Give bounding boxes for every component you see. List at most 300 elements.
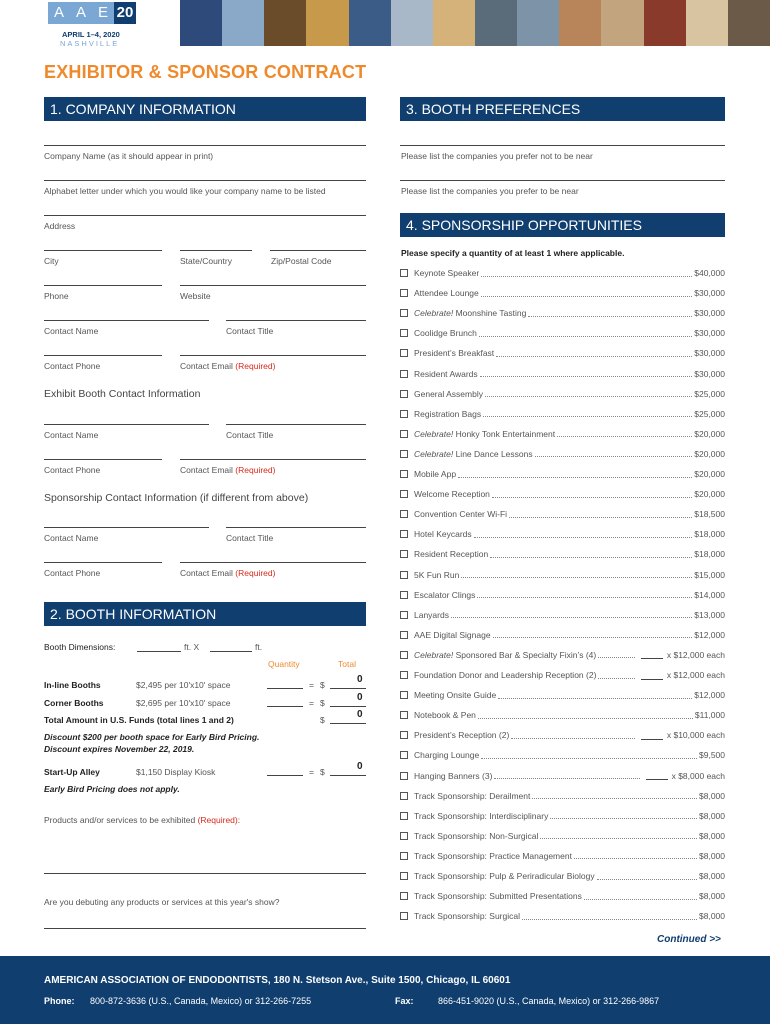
sponsorship-name: [414, 369, 478, 379]
required-marker: (Required): [235, 361, 276, 371]
sponsorship-name-text: Welcome Reception: [414, 489, 490, 500]
leader-dots: [483, 410, 692, 417]
sponsorship-item: [400, 448, 725, 460]
banner-photo: [222, 0, 264, 46]
startup-quantity-field[interactable]: [267, 775, 303, 776]
sponsorship-item: [400, 428, 725, 440]
sponsor-contact-title-field[interactable]: [226, 527, 366, 528]
near-label: Please list the companies you prefer to be near: [401, 186, 579, 196]
section-sponsorship-opportunities: 4. SPONSORSHIP OPPORTUNITIES: [400, 213, 725, 237]
quantity-header: Quantity: [268, 659, 300, 669]
sponsorship-name: [414, 549, 488, 559]
photo-banner: [180, 0, 770, 46]
sponsorship-checkbox[interactable]: [400, 892, 408, 900]
products-field[interactable]: [44, 873, 366, 874]
sponsorship-name-text: Hanging Banners (3): [414, 770, 493, 781]
sponsorship-name-text: Notebook & Pen: [414, 710, 476, 721]
sponsorship-checkbox[interactable]: [400, 349, 408, 357]
sponsorship-price: x $8,000 each: [671, 770, 725, 781]
sponsorship-checkbox[interactable]: [400, 410, 408, 418]
sponsorship-checkbox[interactable]: [400, 751, 408, 759]
sponsorship-name: [414, 348, 494, 358]
contact-title-label: Contact Title: [226, 326, 274, 336]
sponsorship-item: [400, 689, 725, 701]
banner-photo: [180, 0, 222, 46]
footer-fax-label: Fax:: [395, 996, 414, 1006]
leader-dots: [480, 370, 693, 377]
city-field[interactable]: [44, 250, 162, 251]
sponsorship-item: [400, 810, 725, 822]
sponsorship-name: [414, 750, 479, 760]
leader-dots: [477, 591, 692, 598]
continued-link[interactable]: Continued >>: [657, 934, 721, 945]
logo-letter: E: [92, 2, 114, 24]
sponsorship-price: $12,000: [694, 690, 725, 701]
sponsorship-item: [400, 488, 725, 500]
sponsorship-checkbox[interactable]: [400, 852, 408, 860]
sponsorship-item: [400, 388, 725, 400]
banner-photo: [433, 0, 475, 46]
sponsorship-name: [414, 469, 456, 479]
near-field[interactable]: [400, 180, 725, 181]
booth-contact-phone-field[interactable]: [44, 459, 162, 460]
sponsorship-item: [400, 589, 725, 601]
sponsorship-item: [400, 749, 725, 761]
sponsorship-item: [400, 770, 725, 782]
company-name-field[interactable]: [44, 145, 366, 146]
booth-contact-name-field[interactable]: [44, 424, 209, 425]
logo-letter: A: [48, 2, 70, 24]
logo-year: 20: [114, 2, 136, 24]
sponsorship-name: [414, 670, 596, 680]
sponsor-contact-phone-field[interactable]: [44, 562, 162, 563]
sponsor-contact-phone-label: Contact Phone: [44, 568, 101, 578]
inline-total-field[interactable]: [330, 688, 366, 689]
sponsorship-price: $15,000: [694, 569, 725, 580]
sponsorship-name-text: Foundation Donor and Leadership Reception (2): [414, 670, 597, 680]
banner-photo: [391, 0, 433, 46]
sponsorship-checkbox[interactable]: [400, 772, 408, 780]
sponsorship-quantity-field[interactable]: [646, 771, 668, 780]
sponsorship-name: [414, 710, 476, 720]
sponsorship-name: [414, 911, 520, 921]
sponsorship-checkbox[interactable]: [400, 671, 408, 679]
sponsor-contact-email-field[interactable]: [180, 562, 366, 563]
sponsorship-checkbox[interactable]: [400, 571, 408, 579]
dollar-sign: $: [320, 767, 325, 777]
inline-total-value: 0: [357, 674, 363, 685]
exhibit-booth-contact-heading: Exhibit Booth Contact Information: [44, 388, 201, 400]
sponsorship-item: [400, 368, 725, 380]
debuting-field[interactable]: [44, 928, 366, 929]
page-title: EXHIBITOR & SPONSOR CONTRACT: [44, 62, 367, 82]
sponsorship-name-text: Track Sponsorship: Surgical: [414, 911, 520, 922]
sponsorship-checkbox[interactable]: [400, 691, 408, 699]
sponsorship-name-text: Sponsored Bar & Specialty Fixin’s (4): [453, 649, 597, 660]
sponsorship-name: [414, 650, 596, 660]
inline-quantity-field[interactable]: [267, 688, 303, 689]
not-near-field[interactable]: [400, 145, 725, 146]
sponsorship-item: [400, 729, 725, 741]
sponsorship-name: [414, 630, 491, 640]
discount-note-line1: Discount $200 per booth space for Early Bird Pricing.: [44, 732, 260, 742]
leader-dots: [598, 672, 634, 679]
sponsorship-name: [414, 811, 548, 821]
sponsorship-checkbox[interactable]: [400, 309, 408, 317]
sponsorship-name-text: Moonshine Tasting: [453, 308, 527, 319]
sponsorship-checkbox[interactable]: [400, 530, 408, 538]
banner-photo: [475, 0, 517, 46]
sponsorship-price: $25,000: [694, 388, 725, 399]
booth-dimensions-label: Booth Dimensions:: [44, 642, 116, 652]
sponsorship-checkbox[interactable]: [400, 289, 408, 297]
leader-dots: [509, 511, 692, 518]
banner-photo: [264, 0, 306, 46]
contact-phone-field[interactable]: [44, 355, 162, 356]
leader-dots: [584, 893, 697, 900]
sponsorship-name-text: Line Dance Lessons: [453, 448, 533, 459]
sponsorship-name-text: Keynote Speaker: [414, 268, 480, 278]
sponsorship-name-text: Track Sponsorship: Interdisciplinary: [414, 810, 549, 821]
booth-contact-phone-label: Contact Phone: [44, 465, 101, 475]
leader-dots: [458, 471, 692, 478]
sponsorship-checkbox[interactable]: [400, 651, 408, 659]
corner-total-field[interactable]: [330, 706, 366, 707]
equals-sign: =: [309, 698, 314, 708]
leader-dots: [451, 611, 692, 618]
sponsorship-name: [414, 449, 533, 459]
sponsorship-name: [414, 288, 479, 298]
ft-label: ft.: [255, 642, 263, 652]
contact-email-field[interactable]: [180, 355, 366, 356]
phone-label: Phone: [44, 291, 69, 301]
leader-dots: [574, 852, 697, 859]
inline-booths-label: In-line Booths: [44, 680, 101, 690]
banner-photo: [349, 0, 391, 46]
leader-dots: [597, 873, 697, 880]
sponsorship-name-text: 5K Fun Run: [414, 569, 460, 580]
dollar-sign: $: [320, 715, 325, 725]
dollar-sign: $: [320, 698, 325, 708]
sponsorship-price: $8,000: [699, 830, 725, 841]
sponsorship-name: [414, 328, 477, 338]
sponsorship-item: [400, 267, 725, 279]
total-amount-value: 0: [357, 709, 363, 720]
sponsorship-name: [414, 509, 507, 519]
sponsorship-checkbox[interactable]: [400, 490, 408, 498]
section-booth-information: 2. BOOTH INFORMATION: [44, 602, 366, 626]
celebrate-prefix: Celebrate!: [414, 308, 454, 319]
sponsorship-name-text: Resident Awards: [414, 368, 478, 379]
sponsorship-price: $8,000: [699, 850, 725, 861]
sponsorship-item: [400, 287, 725, 299]
sponsorship-name-text: Meeting Onsite Guide: [414, 690, 497, 701]
sponsorship-checkbox[interactable]: [400, 812, 408, 820]
booth-width-field[interactable]: [137, 651, 181, 652]
sponsorship-price: $8,000: [699, 911, 725, 922]
sponsorship-name: [414, 570, 459, 580]
booth-contact-title-field[interactable]: [226, 424, 366, 425]
sponsorship-checkbox[interactable]: [400, 731, 408, 739]
address-field[interactable]: [44, 215, 366, 216]
sponsorship-checkbox[interactable]: [400, 832, 408, 840]
booth-contact-email-label: Contact Email (Required): [180, 465, 276, 475]
sponsorship-price: $8,000: [699, 790, 725, 801]
sponsorship-name: [414, 429, 555, 439]
sponsorship-price: $11,000: [694, 710, 725, 721]
sponsorship-checkbox[interactable]: [400, 430, 408, 438]
address-label: Address: [44, 221, 76, 231]
sponsorship-name-text: Track Sponsorship: Derailment: [414, 790, 531, 801]
footer-fax: 866-451-9020 (U.S., Canada, Mexico) or 312-266-9867: [438, 996, 660, 1006]
sponsorship-quantity-field[interactable]: [641, 731, 663, 740]
sponsorship-name: [414, 891, 582, 901]
sponsorship-checkbox[interactable]: [400, 872, 408, 880]
banner-photo: [306, 0, 348, 46]
sponsorship-price: $18,500: [694, 509, 725, 520]
sponsorship-price: x $12,000 each: [666, 670, 725, 680]
state-field[interactable]: [180, 250, 252, 251]
leader-dots: [478, 712, 693, 719]
sponsorship-name-text: Track Sponsorship: Non-Surgical: [414, 830, 539, 841]
company-name-label: Company Name (as it should appear in print): [44, 151, 214, 161]
required-marker: (Required): [235, 568, 276, 578]
leader-dots: [490, 551, 692, 558]
sponsorship-checkbox[interactable]: [400, 370, 408, 378]
sponsorship-checkbox[interactable]: [400, 711, 408, 719]
sponsorship-checkbox[interactable]: [400, 792, 408, 800]
leader-dots: [496, 350, 692, 357]
sponsorship-price: $8,000: [699, 871, 725, 881]
sponsorship-item: [400, 850, 725, 862]
leader-dots: [479, 330, 692, 337]
sponsorship-price: $18,000: [694, 549, 725, 560]
corner-booths-label: Corner Booths: [44, 698, 104, 708]
sponsorship-checkbox[interactable]: [400, 470, 408, 478]
sponsorship-item: [400, 569, 725, 581]
sponsorship-item: [400, 830, 725, 842]
sponsorship-name: [414, 308, 526, 318]
sponsorship-name: [414, 871, 595, 881]
leader-dots: [485, 390, 692, 397]
sponsorship-name-text: President’s Reception (2): [414, 730, 510, 741]
sponsorship-item: [400, 890, 725, 902]
contact-name-field[interactable]: [44, 320, 209, 321]
sponsorship-name-text: Convention Center Wi-Fi: [414, 509, 508, 520]
sponsorship-checkbox[interactable]: [400, 269, 408, 277]
sponsorship-item: [400, 790, 725, 802]
footer-address: AMERICAN ASSOCIATION OF ENDODONTISTS, 180 N. Stetson Ave., Suite 1500, Chicago, IL 60601: [44, 975, 511, 986]
event-city: NASHVILLE: [60, 39, 120, 48]
sponsorship-name: [414, 590, 475, 600]
no-early-bird-note: Early Bird Pricing does not apply.: [44, 784, 180, 794]
booth-contact-email-field[interactable]: [180, 459, 366, 460]
leader-dots: [540, 832, 697, 839]
sponsorship-checkbox[interactable]: [400, 611, 408, 619]
sponsorship-item: [400, 649, 725, 661]
sponsorship-item: [400, 870, 725, 882]
required-marker: (Required): [197, 815, 238, 825]
sponsorship-checkbox[interactable]: [400, 450, 408, 458]
sponsorship-name-text: Escalator Clings: [414, 589, 476, 600]
sponsorship-price: $12,000: [694, 629, 725, 640]
contact-name-label: Contact Name: [44, 326, 99, 336]
leader-dots: [498, 692, 692, 699]
banner-photo: [559, 0, 601, 46]
sponsorship-name-text: Hotel Keycards: [414, 529, 472, 540]
startup-total-value: 0: [357, 761, 363, 772]
sponsorship-item: [400, 910, 725, 922]
sponsorship-quantity-field[interactable]: [641, 671, 663, 680]
total-header: Total: [338, 659, 356, 669]
total-amount-field[interactable]: [330, 723, 366, 724]
sponsorship-name: [414, 831, 538, 841]
total-amount-label: Total Amount in U.S. Funds (total lines 1 and 2): [44, 715, 234, 725]
banner-photo: [644, 0, 686, 46]
leader-dots: [528, 310, 692, 317]
celebrate-prefix: Celebrate!: [414, 428, 454, 439]
debuting-label: Are you debuting any products or services at this year's show?: [44, 897, 280, 907]
sponsorship-name: [414, 409, 481, 419]
sponsorship-item: [400, 408, 725, 420]
sponsorship-price: $9,500: [699, 750, 725, 761]
sponsorship-checkbox[interactable]: [400, 631, 408, 639]
sponsorship-quantity-field[interactable]: [641, 650, 663, 659]
sponsorship-checkbox[interactable]: [400, 329, 408, 337]
equals-sign: =: [309, 767, 314, 777]
sponsorship-item: [400, 709, 725, 721]
sponsor-contact-name-field[interactable]: [44, 527, 209, 528]
section-company-information: 1. COMPANY INFORMATION: [44, 97, 366, 121]
sponsorship-name-text: AAE Digital Signage: [414, 629, 491, 640]
banner-photo: [686, 0, 728, 46]
sponsorship-name: [414, 730, 509, 740]
sponsorship-name-text: Honky Tonk Entertainment: [453, 428, 556, 439]
leader-dots: [522, 913, 697, 920]
sponsorship-name-text: Track Sponsorship: Practice Management: [414, 850, 572, 861]
sponsorship-price: $30,000: [694, 308, 725, 319]
sponsorship-name-text: Lanyards: [414, 609, 449, 620]
sponsorship-name: [414, 771, 492, 781]
leader-dots: [492, 491, 692, 498]
sponsorship-price: $8,000: [699, 810, 725, 821]
leader-dots: [535, 450, 693, 457]
sponsorship-name-text: Registration Bags: [414, 408, 482, 419]
sponsorship-price: $20,000: [694, 448, 725, 459]
phone-field[interactable]: [44, 285, 162, 286]
sponsorship-name: [414, 489, 490, 499]
sponsorship-price: $8,000: [699, 891, 725, 902]
sponsorship-price: $40,000: [694, 268, 725, 278]
booth-depth-field[interactable]: [210, 651, 252, 652]
footer-phone-label: Phone:: [44, 996, 75, 1006]
sponsorship-name: [414, 610, 449, 620]
sponsorship-item: [400, 629, 725, 641]
sponsorship-checkbox[interactable]: [400, 510, 408, 518]
sponsorship-price: $30,000: [694, 288, 725, 299]
startup-total-field[interactable]: [330, 775, 366, 776]
leader-dots: [481, 752, 697, 759]
sponsorship-checkbox[interactable]: [400, 550, 408, 558]
celebrate-prefix: Celebrate!: [414, 649, 454, 660]
sponsorship-price: $30,000: [694, 328, 725, 339]
celebrate-prefix: Celebrate!: [414, 448, 454, 459]
section-booth-preferences: 3. BOOTH PREFERENCES: [400, 97, 725, 121]
sponsorship-item: [400, 508, 725, 520]
sponsorship-checkbox[interactable]: [400, 912, 408, 920]
leader-dots: [474, 531, 693, 538]
sponsorship-name: [414, 529, 472, 539]
sponsor-contact-title-label: Contact Title: [226, 533, 274, 543]
sponsorship-name-text: Track Sponsorship: Submitted Presentations: [414, 891, 582, 902]
contact-phone-label: Contact Phone: [44, 361, 101, 371]
sponsorship-item: [400, 609, 725, 621]
sponsorship-checkbox[interactable]: [400, 390, 408, 398]
required-marker: (Required): [235, 465, 276, 475]
sponsorship-name-text: Resident Reception: [414, 549, 489, 560]
sponsorship-price: $25,000: [694, 408, 725, 419]
leader-dots: [532, 792, 697, 799]
sponsor-contact-name-label: Contact Name: [44, 533, 99, 543]
sponsorship-item: [400, 468, 725, 480]
state-label: State/Country: [180, 256, 232, 266]
sponsorship-name-text: Mobile App: [414, 469, 457, 479]
sponsorship-name-text: Coolidge Brunch: [414, 328, 477, 339]
website-field[interactable]: [180, 285, 366, 286]
sponsorship-price: $20,000: [694, 469, 725, 479]
sponsorship-name-text: Attendee Lounge: [414, 288, 479, 299]
discount-note-line2: Discount expires November 22, 2019.: [44, 744, 195, 754]
footer: [0, 956, 770, 1024]
footer-phone: 800-872-3636 (U.S., Canada, Mexico) or 312-266-7255: [90, 996, 312, 1006]
sponsorship-price: $20,000: [694, 428, 725, 439]
not-near-label: Please list the companies you prefer not to be near: [401, 151, 593, 161]
sponsorship-name: [414, 690, 496, 700]
sponsorship-item: [400, 327, 725, 339]
alphabet-letter-field[interactable]: [44, 180, 366, 181]
startup-alley-price: $1,150 Display Kiosk: [136, 767, 216, 777]
alphabet-letter-label: Alphabet letter under which you would like your company name to be listed: [44, 186, 326, 196]
sponsorship-price: x $12,000 each: [666, 649, 725, 660]
sponsorship-checkbox[interactable]: [400, 591, 408, 599]
banner-photo: [728, 0, 770, 46]
banner-photo: [517, 0, 559, 46]
sponsorship-name-text: General Assembly: [414, 388, 483, 399]
banner-photo: [601, 0, 643, 46]
sponsorship-name: [414, 851, 572, 861]
booth-contact-title-label: Contact Title: [226, 430, 274, 440]
sponsorship-name: [414, 389, 483, 399]
leader-dots: [511, 732, 635, 739]
inline-booths-price: $2,495 per 10'x10' space: [136, 680, 231, 690]
sponsorship-price: $13,000: [694, 609, 725, 620]
website-label: Website: [180, 291, 211, 301]
corner-quantity-field[interactable]: [267, 706, 303, 707]
sponsorship-item: [400, 669, 725, 681]
startup-alley-label: Start-Up Alley: [44, 767, 100, 777]
sponsorship-name-text: President’s Breakfast: [414, 348, 495, 359]
sponsorship-name-text: Charging Lounge: [414, 750, 480, 761]
zip-field[interactable]: [270, 250, 366, 251]
sponsorship-item: [400, 347, 725, 359]
ft-x-label: ft. X: [184, 642, 200, 652]
sponsorship-contact-heading: Sponsorship Contact Information (if different from above): [44, 492, 309, 504]
contact-email-label: Contact Email (Required): [180, 361, 276, 371]
sponsor-contact-email-label: Contact Email (Required): [180, 568, 276, 578]
leader-dots: [557, 430, 692, 437]
contact-title-field[interactable]: [226, 320, 366, 321]
sponsorship-item: [400, 307, 725, 319]
